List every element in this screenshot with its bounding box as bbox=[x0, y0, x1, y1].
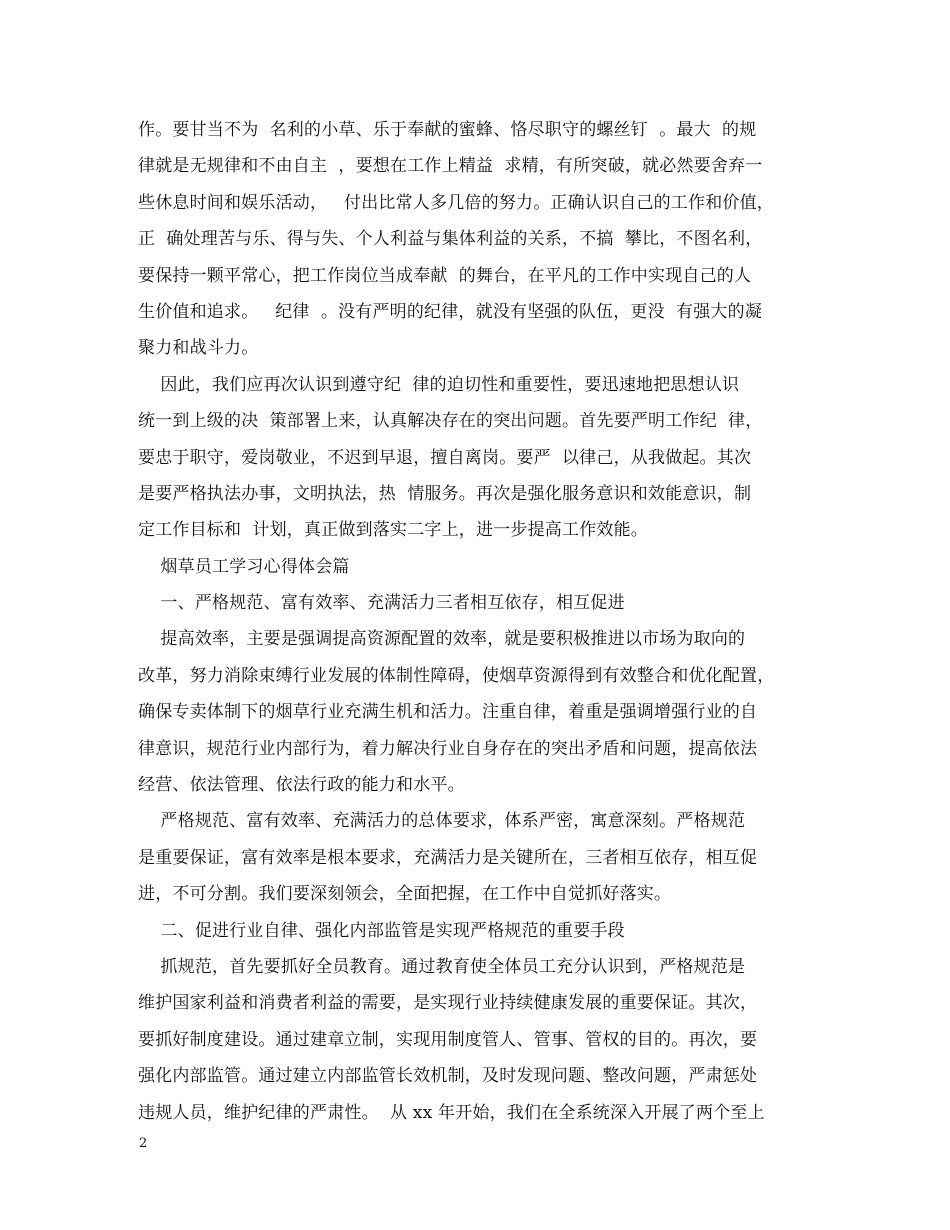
text-line: 律就是无规律和不由自主 ，要想在工作上精益 求精，有所突破，就必然要舍弃一 bbox=[138, 156, 763, 177]
text-line: 进，不可分割。我们要深刻领会，全面把握，在工作中自觉抓好落实。 bbox=[138, 884, 672, 905]
text-line: 正 确处理苦与乐、得与失、个人利益与集体利益的关系，不搞 攀比，不图名利， bbox=[138, 229, 763, 250]
text-line: 改革，努力消除束缚行业发展的体制性障碍，使烟草资源得到有效整合和优化配置， bbox=[138, 665, 775, 686]
text-line: 统一到上级的决 策部署上来，认真解决存在的突出问题。首先要严明工作纪 律， bbox=[138, 411, 763, 432]
text-line: 要保持一颗平常心，把工作岗位当成奉献 的舞台，在平凡的工作中实现自己的人 bbox=[138, 265, 752, 286]
text-line: 生价值和追求。 纪律 。没有严明的纪律，就没有坚强的队伍，更没 有强大的凝 bbox=[138, 301, 763, 322]
text-line: 定工作目标和 计划，真正做到落实二字上，进一步提高工作效能。 bbox=[138, 520, 649, 541]
text-line: 确保专卖体制下的烟草行业充满生机和活力。注重自律，着重是强调增强行业的自 bbox=[138, 702, 758, 723]
text-line: 经营、依法管理、依法行政的能力和水平。 bbox=[138, 775, 465, 796]
text-line: 严格规范、富有效率、充满活力的总体要求，体系严密，寓意深刻。严格规范 bbox=[138, 811, 746, 832]
section-heading: 一、严格规范、富有效率、充满活力三者相互依存，相互促进 bbox=[138, 593, 625, 614]
text-line: 要抓好制度建设。通过建章立制，实现用制度管人、管事、管权的目的。再次，要 bbox=[138, 1029, 758, 1050]
text-line: 是重要保证，富有效率是根本要求，充满活力是关键所在，三者相互依存，相互促 bbox=[138, 847, 758, 868]
text-line: 聚力和战斗力。 bbox=[138, 338, 259, 359]
text-line: 违规人员，维护纪律的严肃性。 从 xx 年开始，我们在全系统深入开展了两个至上 bbox=[138, 1102, 765, 1123]
text-line: 提高效率，主要是强调提高资源配置的效率，就是要积极推进以市场为取向的 bbox=[138, 629, 746, 650]
body-text bbox=[138, 112, 814, 1131]
page-number: 2 bbox=[139, 1136, 148, 1151]
text-line: 抓规范，首先要抓好全员教育。通过教育使全体员工充分认识到，严格规范是 bbox=[138, 956, 746, 977]
text-line: 维护国家利益和消费者利益的需要，是实现行业持续健康发展的重要保证。其次， bbox=[138, 993, 758, 1014]
section-heading: 烟草员工学习心得体会篇 bbox=[138, 556, 350, 577]
text-line: 因此，我们应再次认识到遵守纪 律的迫切性和重要性，要迅速地把思想认识 bbox=[138, 374, 740, 395]
text-line: 些休息时间和娱乐活动， 付出比常人多几倍的努力。正确认识自己的工作和价值， bbox=[138, 192, 775, 213]
text-line: 律意识，规范行业内部行为，着力解决行业自身存在的突出矛盾和问题，提高依法 bbox=[138, 738, 758, 759]
section-heading: 二、促进行业自律、强化内部监管是实现严格规范的重要手段 bbox=[138, 920, 625, 941]
text-line: 强化内部监管。通过建立内部监管长效机制，及时发现问题、整改问题，严肃惩处 bbox=[138, 1066, 758, 1087]
text-line: 作。要甘当不为 名利的小草、乐于奉献的蜜蜂、恪尽职守的螺丝钉 。最大 的规 bbox=[138, 120, 757, 140]
text-line: 要忠于职守，爱岗敬业，不迟到早退，擅自离岗。要严 以律己，从我做起。其次 bbox=[138, 447, 752, 468]
text-line: 是要严格执法办事，文明执法，热 情服务。再次是强化服务意识和效能意识，制 bbox=[138, 483, 752, 504]
